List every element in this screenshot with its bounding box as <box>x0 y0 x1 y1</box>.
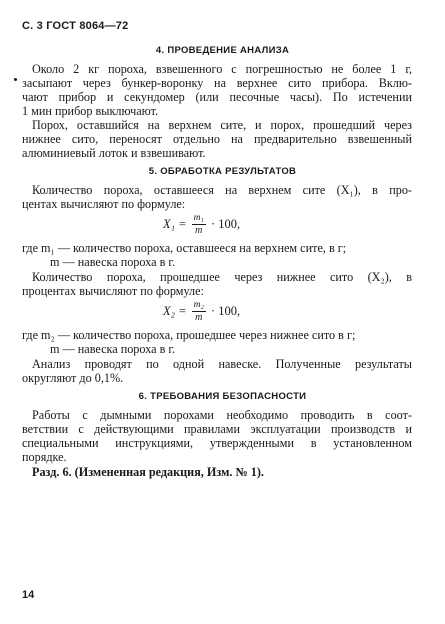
fraction-numerator: m₁ <box>193 213 204 223</box>
where-line: где m₂ — количество пороха, прошедшее через нижнее сито в г; <box>22 328 356 342</box>
fraction-denominator: m <box>195 225 203 236</box>
where-line: где m₁ — количество пороха, оставшееся на верхнем сите, в г; <box>22 241 347 255</box>
formula-x1 <box>163 213 240 237</box>
formula-rest: · 100, <box>210 216 241 231</box>
formula-x2 <box>163 300 240 324</box>
section-6-line: специальными инструкциями, утвержденными в установленном <box>22 436 412 450</box>
section-6-line: ветствии с действующими правилами эксплуатации производств и <box>22 422 412 436</box>
fraction-denominator: m <box>195 312 203 323</box>
section-6-heading: 6. ТРЕБОВАНИЯ БЕЗОПАСНОСТИ <box>138 391 307 402</box>
section-4-heading: 4. ПРОВЕДЕНИЕ АНАЛИЗА <box>155 45 290 56</box>
section-6-line: порядке. <box>22 450 67 464</box>
section-5-line: центах вычисляют по формуле: <box>22 197 186 211</box>
section-4-line: чают прибор и секундомер (или песочные часы). По истечении <box>22 90 412 104</box>
section-5-heading: 5. ОБРАБОТКА РЕЗУЛЬТАТОВ <box>148 166 297 177</box>
formula-lhs: X₂ = <box>163 303 187 318</box>
section-5-line: Количество пороха, прошедшее через нижнее сито (X₂), в <box>32 270 412 284</box>
formula-rest: · 100, <box>210 303 241 318</box>
section-4-line: засыпают через бункер-воронку на верхнее сито прибора. Вклю- <box>22 76 412 90</box>
section-4-line: алюминиевый лоток и взвешивают. <box>22 146 206 160</box>
section-4-line: Около 2 кг пороха, взвешенного с погрешностью не более 1 г, <box>32 62 412 76</box>
section-5-line: Анализ проводят по одной навеске. Полученные результаты <box>32 357 412 371</box>
section-4-line: нижнее сито, переносят отдельно на предварительно взвешенный <box>22 132 412 146</box>
where-line: m — навеска пороха в г. <box>50 255 176 269</box>
amendment-note: Разд. 6. (Измененная редакция, Изм. № 1). <box>32 465 264 479</box>
section-5-line: округляют до 0,1%. <box>22 371 124 385</box>
section-6-line: Работы с дымными порохами необходимо проводить в соот- <box>32 408 412 422</box>
section-4-line: Порох, оставшийся на верхнем сите, и порох, прошедший через <box>32 118 412 132</box>
page-number: 14 <box>22 589 35 601</box>
where-line: m — навеска пороха в г. <box>50 342 176 356</box>
section-5-line: процентах вычисляют по формуле: <box>22 284 204 298</box>
fraction-numerator: m₂ <box>193 300 204 310</box>
scan-speck <box>14 78 17 81</box>
section-5-line: Количество пороха, оставшееся на верхнем сите (X₁), в про- <box>32 183 412 197</box>
formula-lhs: X₁ = <box>163 216 187 231</box>
formula-fraction <box>192 213 206 237</box>
formula-fraction <box>192 300 206 324</box>
page-header: С. 3 ГОСТ 8064—72 <box>22 20 129 32</box>
section-4-line: 1 мин прибор выключают. <box>22 104 159 118</box>
